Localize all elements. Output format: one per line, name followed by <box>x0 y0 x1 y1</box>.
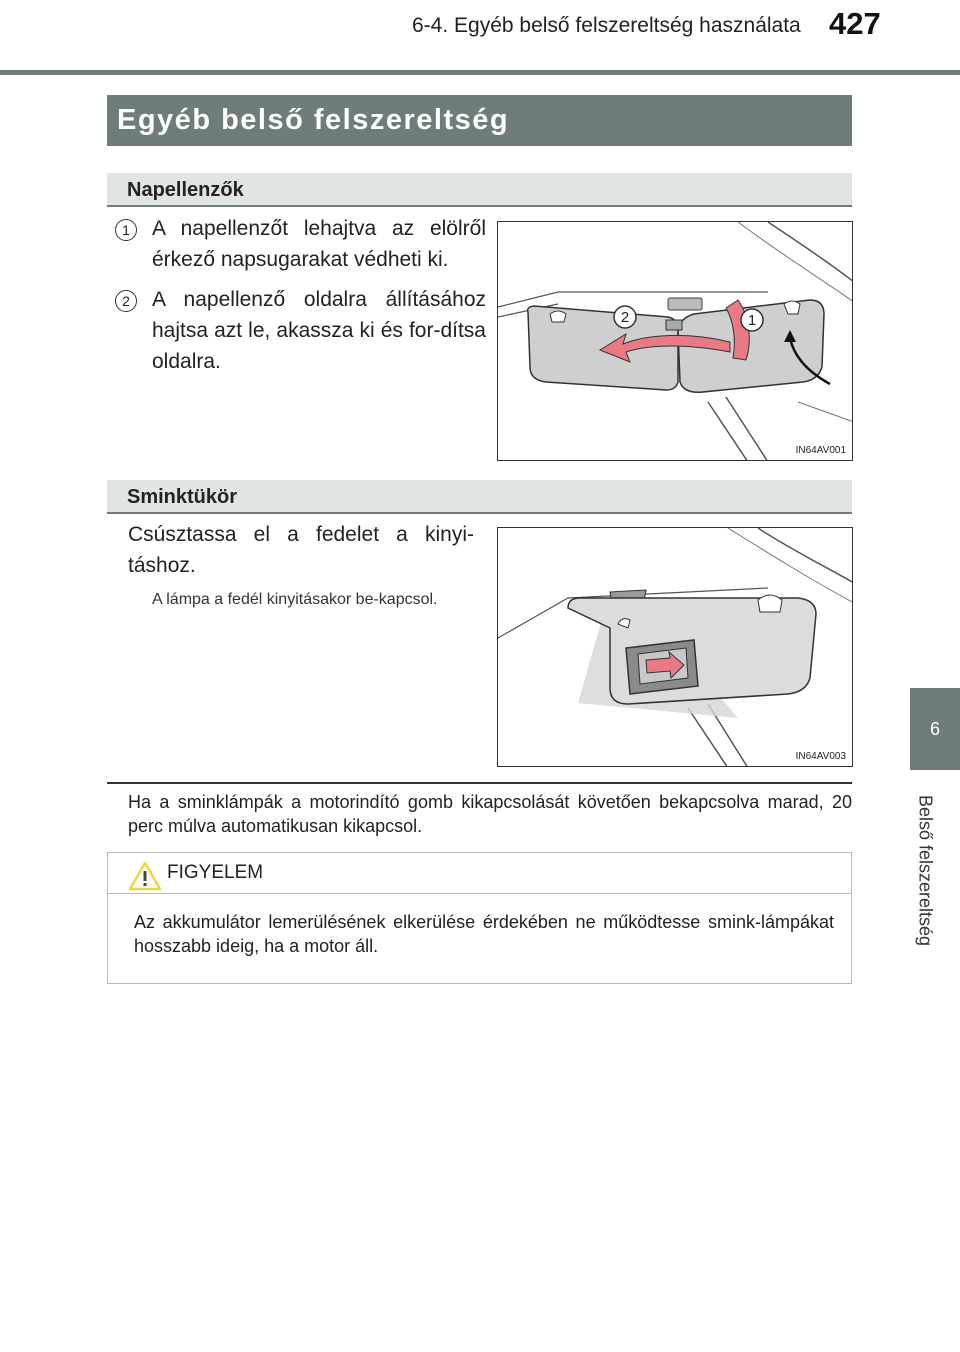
warning-triangle-icon <box>128 861 162 891</box>
callout-1: 1 <box>747 312 757 329</box>
step-text-1: A napellenzőt lehajtva az elölről érkező napsugarakat védheti ki. <box>152 217 486 271</box>
main-title: Egyéb belső felszereltség <box>107 95 852 146</box>
sunvisor-heading: Napellenzők <box>107 173 852 207</box>
step-number-1: 1 <box>115 219 137 241</box>
info-text: Ha a sminklámpák a motorindító gomb kikapcsolását követően bekapcsolva marad, 20 perc múlva automatikusan kikapcsol. <box>128 792 852 836</box>
mirror-text: Csúsztassa el a fedelet a kinyi-táshoz. <box>128 523 474 577</box>
chapter-tab: 6 <box>910 688 960 770</box>
warning-divider <box>108 893 851 894</box>
warning-box <box>107 852 852 984</box>
figure-code: IN64AV001 <box>795 445 846 456</box>
step-text-2: A napellenző oldalra állításához hajtsa azt le, akassza ki és for-dítsa oldalra. <box>152 288 486 373</box>
page-number: 427 <box>829 6 881 41</box>
mirror-note: A lámpa a fedél kinyitásakor be-kapcsol. <box>152 591 438 608</box>
mirror-heading: Sminktükör <box>107 480 852 514</box>
warning-text: Az akkumulátor lemerülésének elkerülése érdekében ne működtesse smink-lámpákat hosszabb ideig, ha a motor áll. <box>134 912 834 956</box>
sunvisor-illustration <box>498 222 853 461</box>
callout-2: 2 <box>620 309 630 326</box>
mirror-illustration <box>498 528 853 767</box>
chapter-label-text: Belső felszereltség <box>915 794 936 947</box>
header-rule <box>0 70 960 75</box>
mirror-figure <box>497 527 853 767</box>
chapter-label <box>900 780 950 980</box>
figure-code: IN64AV003 <box>795 751 846 762</box>
step-number-2: 2 <box>115 290 137 312</box>
section-title: 6-4. Egyéb belső felszereltség használata <box>412 14 801 37</box>
info-rule <box>107 782 852 784</box>
sunvisor-figure <box>497 221 853 461</box>
warning-title: FIGYELEM <box>167 862 264 883</box>
